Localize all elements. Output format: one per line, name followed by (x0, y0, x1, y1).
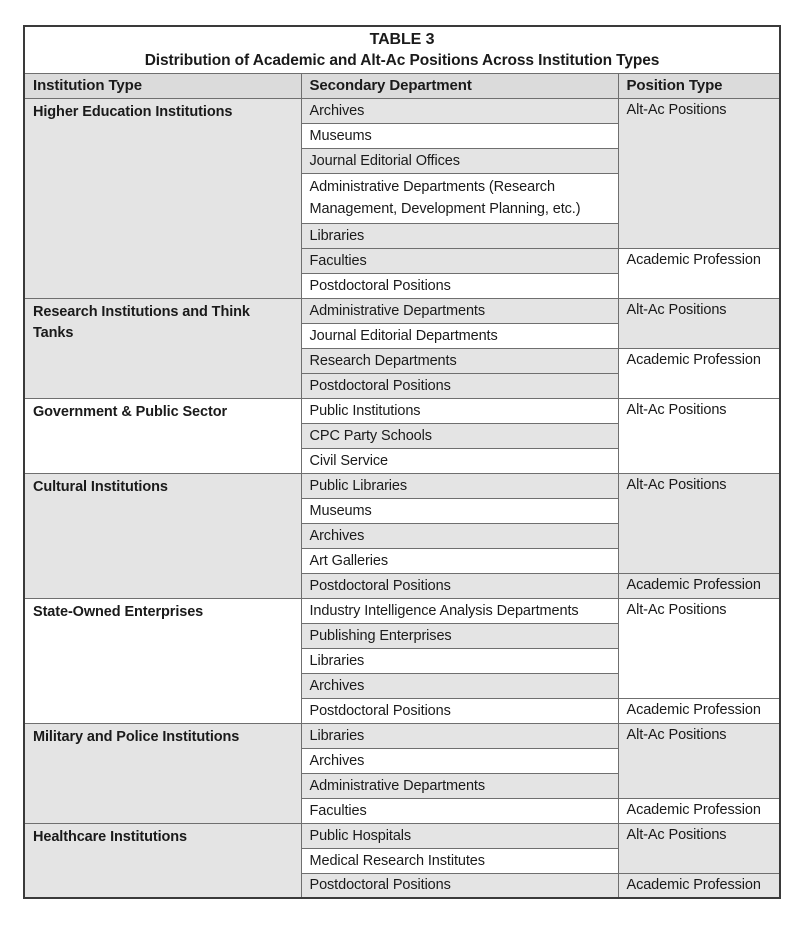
table3 (23, 25, 781, 899)
department-cell: Postdoctoral Positions (301, 873, 618, 898)
header-row (24, 73, 780, 98)
department-cell: Archives (301, 523, 618, 548)
department-cell: Archives (301, 673, 618, 698)
department-cell: Faculties (301, 248, 618, 273)
department-cell: Publishing Enterprises (301, 623, 618, 648)
table-row (24, 723, 780, 748)
department-cell: Archives (301, 748, 618, 773)
department-cell: Postdoctoral Positions (301, 273, 618, 298)
table-row (24, 298, 780, 323)
position-cell: Academic Profession (618, 248, 780, 298)
position-cell: Alt-Ac Positions (618, 823, 780, 873)
department-cell: Postdoctoral Positions (301, 373, 618, 398)
position-cell: Academic Profession (618, 873, 780, 898)
department-cell: Public Libraries (301, 473, 618, 498)
department-cell: Postdoctoral Positions (301, 698, 618, 723)
department-cell: Administrative Departments (301, 298, 618, 323)
table-row (24, 473, 780, 498)
table-row (24, 598, 780, 623)
department-cell: Art Galleries (301, 548, 618, 573)
department-cell: Public Hospitals (301, 823, 618, 848)
department-cell: Administrative Departments (301, 773, 618, 798)
department-cell: Libraries (301, 648, 618, 673)
department-cell: Public Institutions (301, 398, 618, 423)
table-row (24, 823, 780, 848)
table-row (24, 398, 780, 423)
department-cell: Administrative Departments (Research Management, Development Planning, etc.) (301, 173, 618, 223)
department-cell: Museums (301, 123, 618, 148)
department-cell: Medical Research Institutes (301, 848, 618, 873)
position-cell: Alt-Ac Positions (618, 723, 780, 798)
department-cell: Postdoctoral Positions (301, 573, 618, 598)
institution-cell: Cultural Institutions (24, 473, 301, 598)
department-cell: Libraries (301, 723, 618, 748)
position-cell: Academic Profession (618, 698, 780, 723)
position-cell: Alt-Ac Positions (618, 298, 780, 348)
col-header-position-type: Position Type (618, 73, 780, 98)
department-cell: Faculties (301, 798, 618, 823)
table-caption (24, 26, 780, 73)
department-cell: Research Departments (301, 348, 618, 373)
institution-cell: State-Owned Enterprises (24, 598, 301, 723)
position-cell: Alt-Ac Positions (618, 398, 780, 473)
department-cell: Journal Editorial Departments (301, 323, 618, 348)
department-cell: CPC Party Schools (301, 423, 618, 448)
institution-cell: Research Institutions and Think Tanks (24, 298, 301, 398)
department-cell: Journal Editorial Offices (301, 148, 618, 173)
position-cell: Alt-Ac Positions (618, 598, 780, 698)
table3-wrapper (23, 25, 781, 899)
position-cell: Alt-Ac Positions (618, 473, 780, 573)
institution-cell: Higher Education Institutions (24, 98, 301, 298)
table-title: TABLE 3 (369, 31, 435, 48)
institution-cell: Military and Police Institutions (24, 723, 301, 823)
institution-cell: Government & Public Sector (24, 398, 301, 473)
department-cell: Libraries (301, 223, 618, 248)
department-cell: Civil Service (301, 448, 618, 473)
col-header-secondary-department: Secondary Department (301, 73, 618, 98)
position-cell: Academic Profession (618, 798, 780, 823)
position-cell: Alt-Ac Positions (618, 98, 780, 248)
institution-cell: Healthcare Institutions (24, 823, 301, 898)
department-cell: Museums (301, 498, 618, 523)
department-cell: Archives (301, 98, 618, 123)
table-subtitle: Distribution of Academic and Alt-Ac Positions Across Institution Types (144, 51, 660, 69)
table-row (24, 98, 780, 123)
position-cell: Academic Profession (618, 573, 780, 598)
department-cell: Industry Intelligence Analysis Departments (301, 598, 618, 623)
position-cell: Academic Profession (618, 348, 780, 398)
col-header-institution-type: Institution Type (24, 73, 301, 98)
